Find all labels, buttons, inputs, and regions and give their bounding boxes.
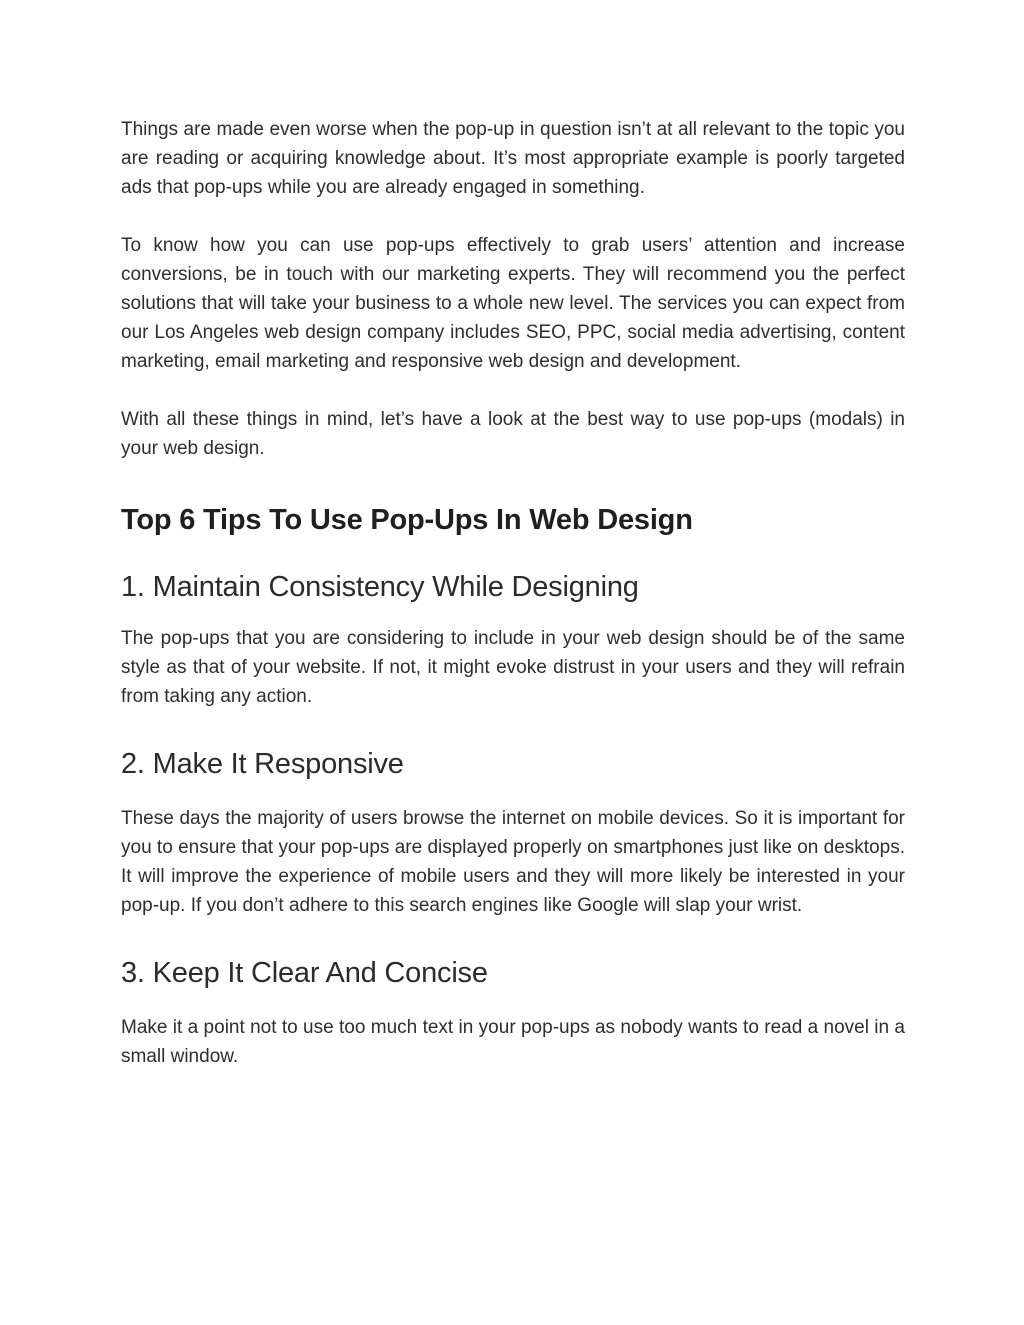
document-page [121,115,905,1071]
section-heading: Top 6 Tips To Use Pop-Ups In Web Design [121,504,693,536]
intro-paragraph-transition: With all these things in mind, let’s have a look at the best way to use pop-ups (modals) in your web design. [121,409,905,459]
tip-heading-consistency: 1. Maintain Consistency While Designing [121,571,639,603]
tip-body-consistency: The pop-ups that you are considering to include in your web design should be of the same style as that of your website. If not, it might evoke distrust in your users and they will refrain from taking any action. [121,628,905,707]
tip-body-responsive: These days the majority of users browse the internet on mobile devices. So it is important for you to ensure that your pop-ups are displayed properly on smartphones just like on desktops. It will improve the experience of mobile users and they will more likely be interested in your pop-up. If you don’t adhere to this search engines like Google will slap your wrist. [121,808,905,916]
intro-paragraph-services: To know how you can use pop-ups effectively to grab users’ attention and increase conversions, be in touch with our marketing experts. They will recommend you the perfect solutions that will take your business to a whole new level. The services you can expect from our Los Angeles web design company includes SEO, PPC, social media advertising, content marketing, email marketing and responsive web design and development. [121,235,905,372]
tip-heading-responsive: 2. Make It Responsive [121,748,404,780]
intro-paragraph-relevance: Things are made even worse when the pop-up in question isn’t at all relevant to the topic you are reading or acquiring knowledge about. It’s most appropriate example is poorly targeted ads that pop-ups while you are already engaged in something. [121,119,905,198]
tip-heading-concise: 3. Keep It Clear And Concise [121,957,488,989]
tip-body-concise: Make it a point not to use too much text in your pop-ups as nobody wants to read a novel in a small window. [121,1017,905,1067]
